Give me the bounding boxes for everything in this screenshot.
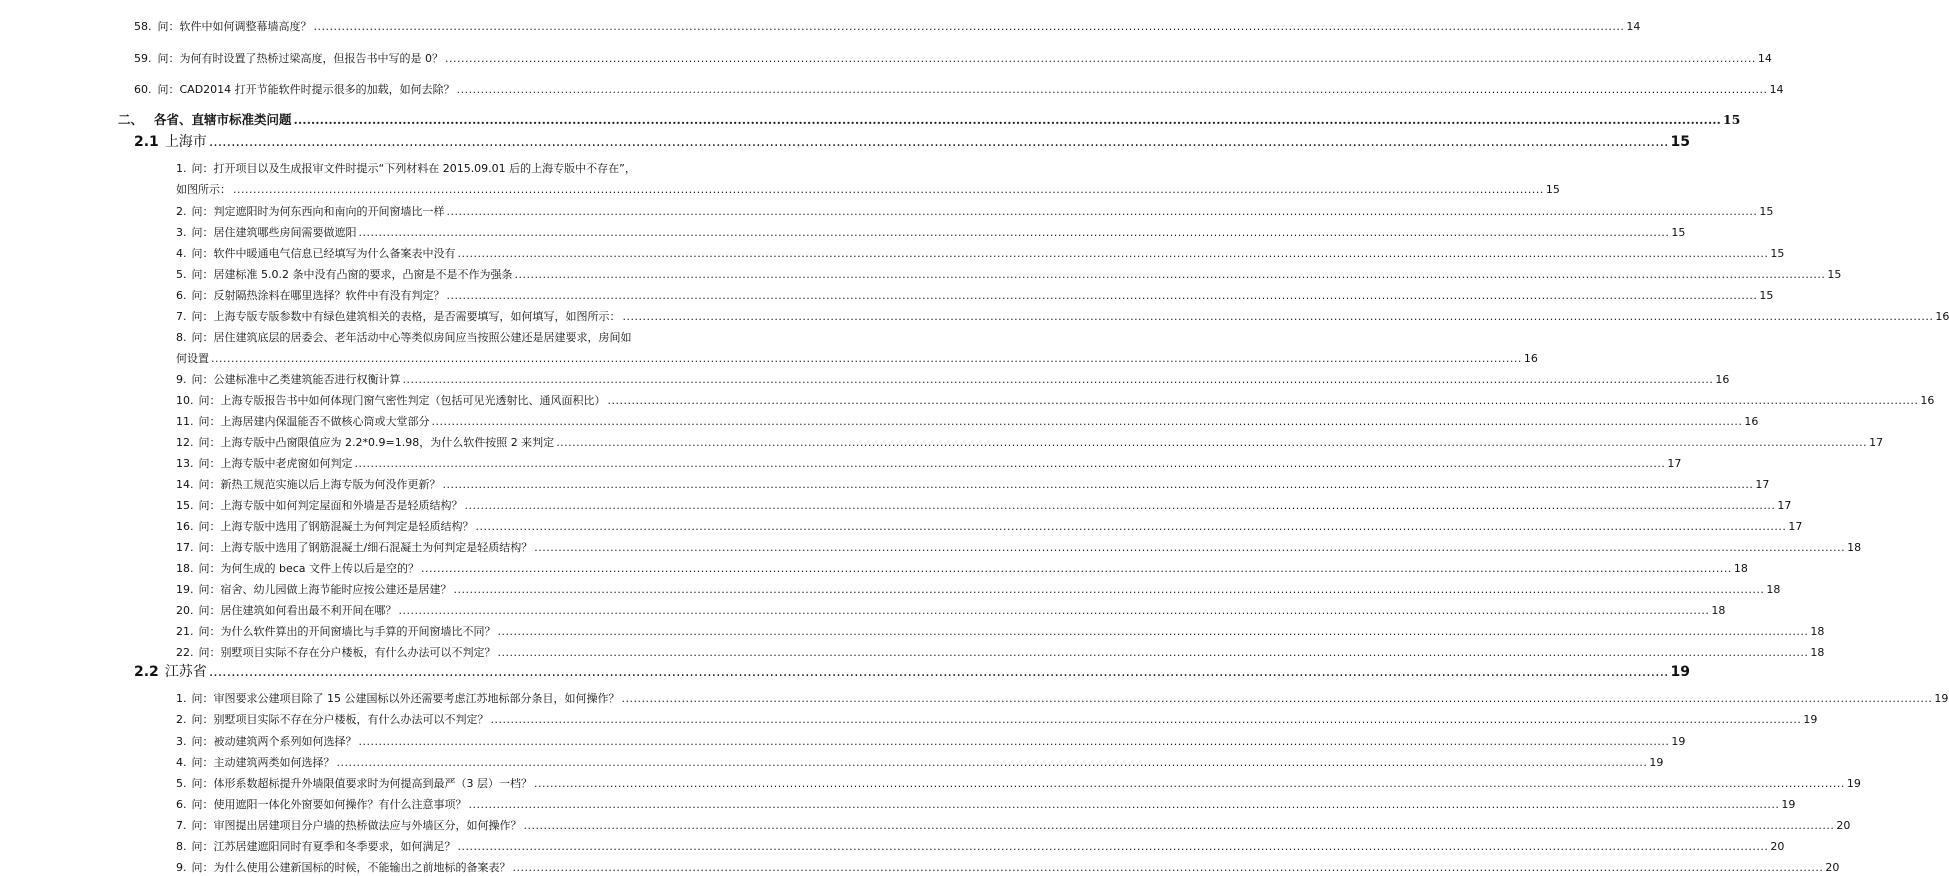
dot-leader bbox=[608, 394, 1919, 407]
toc-item-number: 1. bbox=[176, 692, 187, 705]
dot-leader bbox=[359, 226, 1670, 239]
toc-item-page: 15 bbox=[1671, 226, 1686, 239]
toc-item-text: 问：居住建筑哪些房间需要做遮阳 bbox=[191, 226, 357, 239]
toc-item-page: 16 bbox=[1523, 352, 1538, 365]
toc-section-heading[interactable] bbox=[134, 131, 1690, 151]
toc-item-page: 17 bbox=[1788, 520, 1803, 533]
dot-leader bbox=[465, 499, 1776, 512]
toc-item-page: 18 bbox=[1810, 646, 1825, 659]
section-page: 19 bbox=[1670, 664, 1690, 680]
dot-leader bbox=[454, 583, 1765, 596]
toc-item-number: 8. bbox=[176, 840, 187, 853]
toc-item-text: 问：打开项目以及生成报审文件时提示“下列材料在 2015.09.01 后的上海专版中不存在”， bbox=[191, 162, 636, 175]
toc-item[interactable] bbox=[176, 308, 1949, 324]
toc-item-text: 问：反射隔热涂料在哪里选择？软件中有没有判定？ bbox=[191, 289, 445, 302]
toc-item-page: 17 bbox=[1777, 499, 1792, 512]
toc-item-page: 17 bbox=[1755, 478, 1770, 491]
toc-item-number: 4. bbox=[176, 247, 187, 260]
dot-leader bbox=[556, 436, 1867, 449]
toc-item-continuation[interactable] bbox=[176, 181, 1560, 197]
dot-leader bbox=[514, 268, 1825, 281]
toc-item[interactable] bbox=[176, 434, 1884, 450]
toc-item-number: 5. bbox=[176, 268, 187, 281]
toc-item-text: 问：居建标准 5.0.2 条中没有凸窗的要求，凸窗是不是不作为强条 bbox=[191, 268, 513, 281]
toc-item-page: 15 bbox=[1545, 183, 1560, 196]
toc-item[interactable] bbox=[176, 690, 1949, 706]
toc-item-number: 16. bbox=[176, 520, 194, 533]
dot-leader bbox=[476, 520, 1787, 533]
chapter-page: 15 bbox=[1722, 112, 1741, 127]
toc-item-page: 18 bbox=[1766, 583, 1781, 596]
toc-item-text: 问：为什么使用公建新国标的时候，不能输出之前地标的备案表？ bbox=[191, 861, 511, 874]
toc-item-page: 15 bbox=[1759, 205, 1774, 218]
toc-item-text: 问：上海专版中老虎窗如何判定 bbox=[198, 457, 353, 470]
toc-item-page: 15 bbox=[1759, 289, 1774, 302]
toc-item-number: 5. bbox=[176, 777, 187, 790]
section-page: 15 bbox=[1670, 134, 1690, 150]
chapter-title: 各省、直辖市标准类问题 bbox=[154, 112, 292, 127]
toc-item[interactable] bbox=[176, 413, 1759, 429]
toc-item-page: 14 bbox=[1626, 20, 1641, 33]
toc-item[interactable] bbox=[176, 203, 1774, 219]
toc-item-text-cont: 如图所示： bbox=[176, 183, 231, 196]
toc-item[interactable] bbox=[176, 392, 1935, 408]
dot-leader bbox=[498, 646, 1809, 659]
toc-item-page: 19 bbox=[1671, 735, 1686, 748]
toc-item-text: 问：上海专版中凸窗限值应为 2.2*0.9=1.98，为什么软件按照 2 来判定 bbox=[198, 436, 555, 449]
dot-leader bbox=[432, 415, 1743, 428]
toc-item-number: 58. bbox=[134, 20, 152, 33]
toc-item[interactable] bbox=[176, 838, 1785, 854]
toc-item-number: 9. bbox=[176, 373, 187, 386]
toc-item-number: 59. bbox=[134, 52, 152, 65]
dot-leader bbox=[623, 310, 1934, 323]
toc-item[interactable] bbox=[134, 18, 1641, 34]
toc-item-text: 问：别墅项目实际不存在分户楼板，有什么办法可以不判定？ bbox=[198, 646, 496, 659]
toc-item[interactable] bbox=[176, 796, 1796, 812]
toc-item-page: 20 bbox=[1836, 819, 1851, 832]
toc-item-text: 问：宿舍、幼儿园做上海节能时应按公建还是居建？ bbox=[198, 583, 452, 596]
toc-item-number: 19. bbox=[176, 583, 194, 596]
toc-item-number: 18. bbox=[176, 562, 194, 575]
section-title: 江苏省 bbox=[164, 664, 207, 680]
toc-item-page: 19 bbox=[1781, 798, 1796, 811]
toc-item-number: 2. bbox=[176, 713, 187, 726]
toc-item-number: 15. bbox=[176, 499, 194, 512]
toc-item[interactable] bbox=[176, 266, 1842, 282]
toc-item-page: 18 bbox=[1711, 604, 1726, 617]
toc-item-number: 60. bbox=[134, 83, 152, 96]
toc-item-text: 问：居住建筑如何看出最不利开间在哪？ bbox=[198, 604, 397, 617]
toc-item-number: 11. bbox=[176, 415, 194, 428]
toc-item-text: 问：上海居建内保温能否不做核心筒或大堂部分 bbox=[198, 415, 430, 428]
toc-item-number: 9. bbox=[176, 861, 187, 874]
dot-leader bbox=[314, 20, 1625, 33]
toc-item-number: 7. bbox=[176, 310, 187, 323]
toc-item-number: 14. bbox=[176, 478, 194, 491]
toc-item-page: 17 bbox=[1667, 457, 1682, 470]
dot-leader bbox=[209, 134, 1669, 150]
toc-item-page: 14 bbox=[1769, 83, 1784, 96]
toc-item-page: 15 bbox=[1770, 247, 1785, 260]
toc-item-number: 1. bbox=[176, 162, 187, 175]
toc-item-text: 问：审图提出居建项目分户墙的热桥做法应与外墙区分，如何操作？ bbox=[191, 819, 522, 832]
toc-item-text: 问：使用遮阳一体化外窗要如何操作？有什么注意事项？ bbox=[191, 798, 467, 811]
toc-item-text: 问：为什么软件算出的开间窗墙比与手算的开间窗墙比不同？ bbox=[198, 625, 496, 638]
toc-item-page: 16 bbox=[1935, 310, 1949, 323]
toc-item[interactable] bbox=[176, 497, 1792, 513]
toc-item-page: 19 bbox=[1649, 756, 1664, 769]
toc-item-text: 问：上海专版中选用了钢筋混凝土/细石混凝土为何判定是轻质结构？ bbox=[198, 541, 533, 554]
toc-item[interactable] bbox=[176, 602, 1726, 618]
toc-item-number: 4. bbox=[176, 756, 187, 769]
dot-leader bbox=[445, 52, 1756, 65]
toc-item-text-cont: 何设置 bbox=[176, 352, 209, 365]
toc-item[interactable] bbox=[176, 160, 672, 176]
toc-item-page: 17 bbox=[1869, 436, 1884, 449]
toc-item[interactable] bbox=[176, 329, 672, 345]
toc-item[interactable] bbox=[176, 371, 1730, 387]
dot-leader bbox=[458, 840, 1769, 853]
toc-item-continuation[interactable] bbox=[176, 350, 1538, 366]
toc-item-text: 问：主动建筑两类如何选择？ bbox=[191, 756, 335, 769]
toc-item-page: 20 bbox=[1770, 840, 1785, 853]
toc-item[interactable] bbox=[176, 539, 1862, 555]
dot-leader bbox=[491, 713, 1802, 726]
dot-leader bbox=[359, 735, 1670, 748]
dot-leader bbox=[211, 352, 1522, 365]
toc-item-text: 问：公建标准中乙类建筑能否进行权衡计算 bbox=[191, 373, 401, 386]
toc-item-text: 问：为何生成的 beca 文件上传以后是空的？ bbox=[198, 562, 420, 575]
toc-chapter-heading[interactable] bbox=[118, 110, 1741, 128]
dot-leader bbox=[534, 541, 1845, 554]
toc-item[interactable] bbox=[134, 81, 1784, 97]
section-title: 上海市 bbox=[164, 134, 207, 150]
dot-leader bbox=[233, 183, 1544, 196]
toc-item-text: 问：被动建筑两个系列如何选择？ bbox=[191, 735, 357, 748]
toc-item-page: 14 bbox=[1757, 52, 1772, 65]
dot-leader bbox=[447, 289, 1758, 302]
toc-item-text: 问：上海专版报告书中如何体现门窗气密性判定（包括可见光透射比、通风面积比） bbox=[198, 394, 606, 407]
dot-leader bbox=[524, 819, 1835, 832]
toc-item[interactable] bbox=[176, 733, 1686, 749]
toc-item[interactable] bbox=[176, 476, 1770, 492]
toc-item-page: 16 bbox=[1920, 394, 1935, 407]
toc-item[interactable] bbox=[176, 644, 1825, 660]
toc-item-number: 21. bbox=[176, 625, 194, 638]
toc-item-number: 20. bbox=[176, 604, 194, 617]
section-number: 2.2 bbox=[134, 664, 159, 680]
toc-item-number: 6. bbox=[176, 289, 187, 302]
dot-leader bbox=[534, 777, 1845, 790]
toc-item[interactable] bbox=[176, 287, 1774, 303]
toc-item[interactable] bbox=[176, 859, 1840, 875]
dot-leader bbox=[443, 478, 1754, 491]
toc-item[interactable] bbox=[176, 711, 1818, 727]
toc-item-page: 19 bbox=[1934, 692, 1949, 705]
dot-leader bbox=[513, 861, 1824, 874]
dot-leader bbox=[294, 112, 1721, 127]
chapter-number: 二、 bbox=[118, 112, 144, 127]
dot-leader bbox=[498, 625, 1809, 638]
toc-item-number: 3. bbox=[176, 226, 187, 239]
toc-item-text: 问：居住建筑底层的居委会、老年活动中心等类似房间应当按照公建还是居建要求，房间如 bbox=[191, 331, 632, 344]
toc-item[interactable] bbox=[176, 623, 1825, 639]
toc-item-text: 问：别墅项目实际不存在分户楼板，有什么办法可以不判定？ bbox=[191, 713, 489, 726]
toc-section-heading[interactable] bbox=[134, 661, 1690, 681]
toc-item-number: 17. bbox=[176, 541, 194, 554]
toc-item-text: 问：上海专版中选用了钢筋混凝土为何判定是轻质结构？ bbox=[198, 520, 474, 533]
toc-item-page: 16 bbox=[1715, 373, 1730, 386]
toc-item-number: 13. bbox=[176, 457, 194, 470]
dot-leader bbox=[458, 247, 1769, 260]
toc-item[interactable] bbox=[176, 754, 1664, 770]
toc-item-number: 3. bbox=[176, 735, 187, 748]
toc-item-text: 问：江苏居建遮阳同时有夏季和冬季要求，如何满足？ bbox=[191, 840, 456, 853]
toc-item-page: 18 bbox=[1810, 625, 1825, 638]
toc-item[interactable] bbox=[176, 817, 1851, 833]
toc-item-text: 问：软件中如何调整幕墙高度？ bbox=[157, 20, 312, 33]
dot-leader bbox=[355, 457, 1666, 470]
toc-item-page: 15 bbox=[1827, 268, 1842, 281]
toc-item-number: 22. bbox=[176, 646, 194, 659]
toc-item-text: 问：体形系数超标提升外墙限值要求时为何提高到最严（3 层）一档？ bbox=[191, 777, 532, 790]
toc-item-text: 问：为何有时设置了热桥过梁高度，但报告书中写的是 0？ bbox=[157, 52, 443, 65]
toc-item-number: 8. bbox=[176, 331, 187, 344]
toc-item-text: 问：审图要求公建项目除了 15 公建国标以外还需要考虑江苏地标部分条目，如何操作？ bbox=[191, 692, 620, 705]
dot-leader bbox=[447, 205, 1758, 218]
toc-item-text: 问：判定遮阳时为何东西向和南向的开间窗墙比一样 bbox=[191, 205, 445, 218]
toc-item[interactable] bbox=[176, 581, 1781, 597]
toc-item[interactable] bbox=[176, 518, 1803, 534]
toc-item-number: 2. bbox=[176, 205, 187, 218]
toc-item-page: 20 bbox=[1825, 861, 1840, 874]
toc-item-text: 问：软件中暖通电气信息已经填写为什么备案表中没有 bbox=[191, 247, 456, 260]
toc-item[interactable] bbox=[176, 455, 1682, 471]
dot-leader bbox=[403, 373, 1714, 386]
toc-item[interactable] bbox=[134, 50, 1772, 66]
toc-item-text: 问：CAD2014 打开节能软件时提示很多的加载，如何去除？ bbox=[157, 83, 455, 96]
toc-item-number: 10. bbox=[176, 394, 194, 407]
toc-item[interactable] bbox=[176, 775, 1861, 791]
toc-item-page: 18 bbox=[1847, 541, 1862, 554]
toc-item-text: 问：上海专版中如何判定屋面和外墙是否是轻质结构？ bbox=[198, 499, 463, 512]
toc-item-number: 6. bbox=[176, 798, 187, 811]
dot-leader bbox=[457, 83, 1768, 96]
toc-item-page: 18 bbox=[1733, 562, 1748, 575]
toc-item-page: 16 bbox=[1744, 415, 1759, 428]
dot-leader bbox=[421, 562, 1732, 575]
toc-item[interactable] bbox=[176, 560, 1748, 576]
toc-item[interactable] bbox=[176, 245, 1785, 261]
dot-leader bbox=[209, 664, 1669, 680]
section-number: 2.1 bbox=[134, 134, 159, 150]
toc-item-text: 问：新热工规范实施以后上海专版为何没作更新？ bbox=[198, 478, 441, 491]
toc-item-number: 7. bbox=[176, 819, 187, 832]
toc-item-number: 12. bbox=[176, 436, 194, 449]
dot-leader bbox=[622, 692, 1933, 705]
dot-leader bbox=[337, 756, 1648, 769]
dot-leader bbox=[469, 798, 1780, 811]
toc-item[interactable] bbox=[176, 224, 1686, 240]
toc-item-page: 19 bbox=[1846, 777, 1861, 790]
dot-leader bbox=[399, 604, 1710, 617]
toc-item-page: 19 bbox=[1803, 713, 1818, 726]
toc-item-text: 问：上海专版专版参数中有绿色建筑相关的表格，是否需要填写，如何填写，如图所示： bbox=[191, 310, 621, 323]
